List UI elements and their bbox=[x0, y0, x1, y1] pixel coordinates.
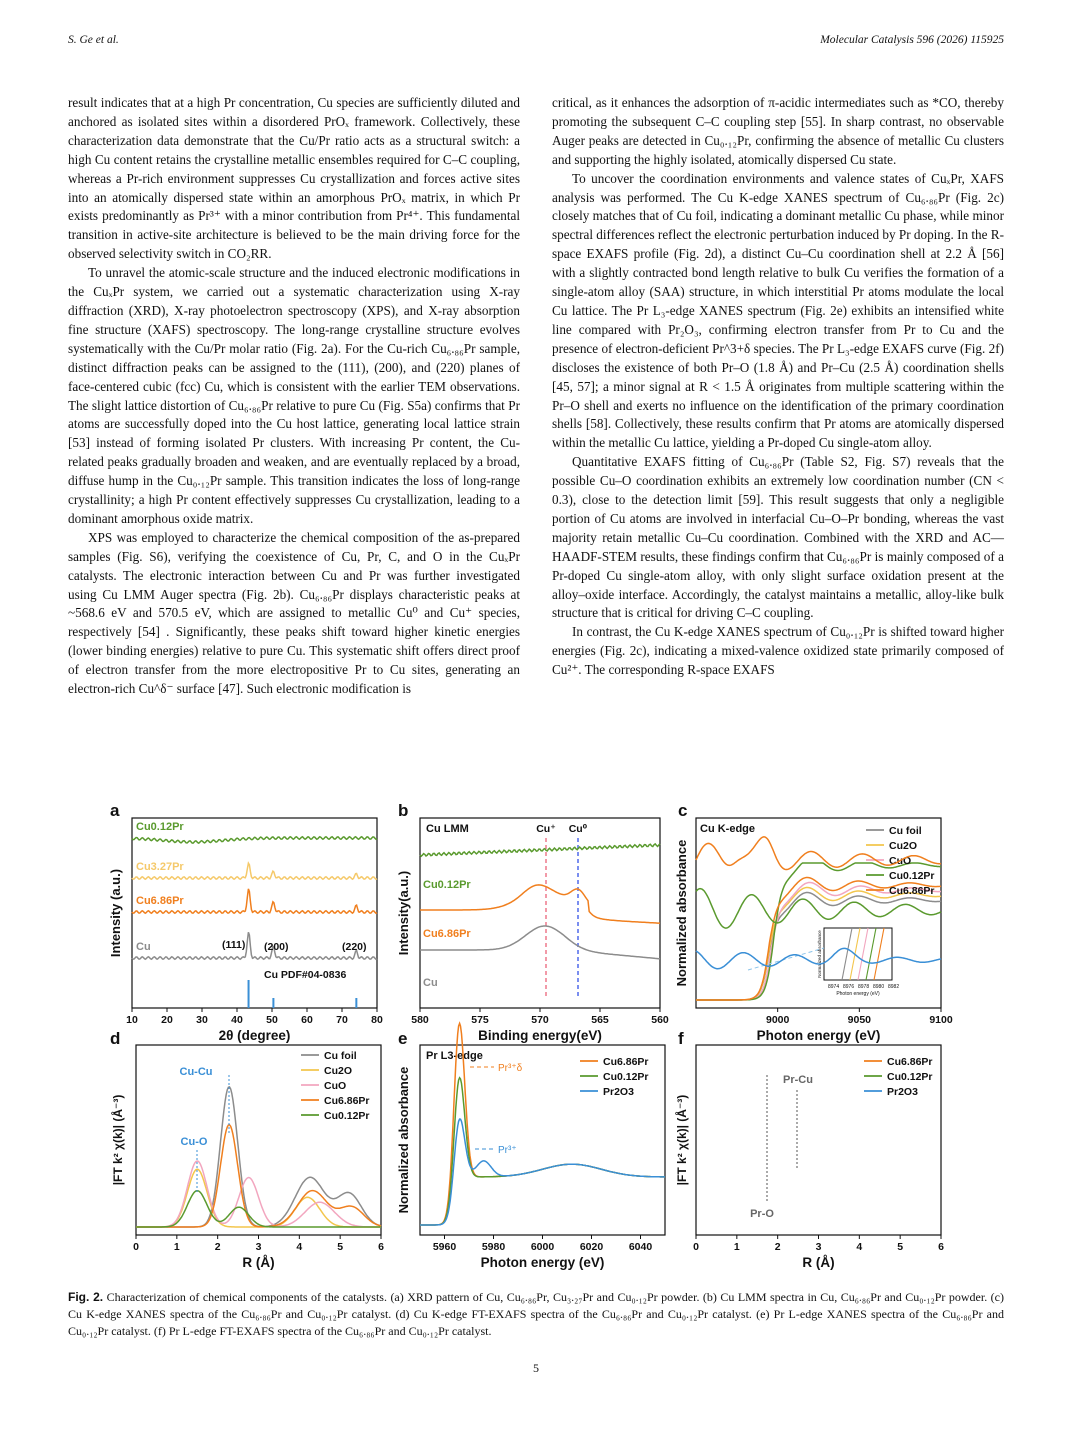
pr-3plus-delta-label: Pr³⁺δ bbox=[498, 1063, 523, 1074]
x-tick-label: 1 bbox=[733, 1241, 740, 1253]
series-Cu6.86Pr-line bbox=[420, 1023, 665, 1225]
x-tick-label: 9100 bbox=[929, 1014, 953, 1026]
x-tick-label: 70 bbox=[336, 1014, 348, 1026]
inset-tick: 8976 bbox=[843, 984, 855, 990]
running-header-authors: S. Ge et al. bbox=[68, 34, 119, 46]
inset-tick: 8974 bbox=[828, 984, 840, 990]
inset-pointer bbox=[748, 948, 824, 970]
x-axis-label: 2θ (degree) bbox=[218, 1028, 291, 1043]
x-axis-label: R (Å) bbox=[802, 1255, 835, 1270]
cu-o-label: Cu-O bbox=[180, 1136, 208, 1148]
x-tick-label: 2 bbox=[774, 1241, 781, 1253]
series-label: Cu6.86Pr bbox=[423, 928, 471, 940]
inset-tick: 8980 bbox=[873, 984, 885, 990]
x-tick-label: 20 bbox=[161, 1014, 173, 1026]
y-axis-label: |FT k² χ(k)| (Å⁻³) bbox=[675, 1094, 689, 1186]
cu-zero-label: Cu⁰ bbox=[568, 823, 588, 835]
x-tick-label: 3 bbox=[815, 1241, 822, 1253]
x-tick-label: 9000 bbox=[765, 1014, 790, 1026]
series-Cu0.12Pr-line bbox=[132, 837, 377, 843]
panel-letter: d bbox=[110, 1029, 121, 1048]
panel-c-title: Cu K-edge bbox=[700, 823, 755, 835]
x-tick-label: 80 bbox=[371, 1014, 383, 1026]
paragraph: critical, as it enhances the adsorption of π-acidic intermediates such as *CO, thereby promoting the subsequent C–C coupling step [55]. In sharp contrast, no observable Auger peaks are detected in Cu₀.₁₂Pr, confirming the absence of metallic Cu clusters and supporting the highly isolated, atomically dispersed Cu state. bbox=[552, 95, 1004, 167]
legend-f-label: Cu6.86Pr bbox=[887, 1056, 933, 1068]
legend-f-label: Cu0.12Pr bbox=[887, 1071, 933, 1083]
x-tick-label: 10 bbox=[126, 1014, 138, 1026]
x-tick-label: 5 bbox=[337, 1241, 344, 1253]
legend-c-label: Cu foil bbox=[889, 825, 922, 837]
x-tick-label: 575 bbox=[471, 1014, 489, 1026]
series-Cu0.12Pr-line bbox=[420, 844, 660, 857]
panel-b-title: Cu LMM bbox=[426, 823, 469, 835]
series-label: Cu bbox=[423, 977, 438, 989]
cu-cu-label: Cu-Cu bbox=[179, 1066, 213, 1078]
paragraph: Quantitative EXAFS fitting of Cu₆.₈₆Pr (Table S2, Fig. S7) reveals that the possible Cu–O coordination exhibits an extremely low coordination number (CN < 0.3), close to the detection limit [59]. This result suggests that only a negligible portion of Cu atoms are involved in interfacial Cu–O–Pr bonding, whereas the vast majority retain metallic Cu–Cu coordination. Combined with the XRD and AC—HAADF-STEM results, these findings confirm that Cu₆.₈₆Pr is mainly composed of a Pr-doped Cu single-atom alloy, with only slight surface oxidation present at the alloy–oxide interface. Accordingly, the catalyst maintains a metallic, alloy-like bulk structure that is critical for driving C–C coupling. bbox=[552, 454, 1004, 621]
x-tick-label: 2 bbox=[214, 1241, 221, 1253]
page-number: 5 bbox=[533, 1361, 539, 1375]
legend-d-label: CuO bbox=[324, 1080, 347, 1092]
inset-tick: 8978 bbox=[858, 984, 870, 990]
peak-label-111: (111) bbox=[222, 939, 246, 951]
figure-2 bbox=[102, 800, 972, 1280]
legend-c-label: Cu2O bbox=[889, 840, 918, 852]
x-tick-label: 4 bbox=[296, 1241, 303, 1253]
paragraph: result indicates that at a high Pr concentration, Cu species are sufficiently diluted and anchored as isolated sites within a disordered PrOₓ framework. Collectively, these characterization data demonstrate that the Cu/Pr ratio acts as a structural switch: a high Cu content retains the crystalline metallic ensembles required for C–C coupling, whereas a Pr-rich environment suppresses Cu crystallization and forces active sites into an atomically dispersed state within an amorphous PrOₓ matrix, in which Pr exists predominantly as Pr³⁺ with a minor contribution from Pr⁴⁺. This fundamental transition in active-site architecture is believed to be the main driving force for the observed selectivity switch in CO₂RR. bbox=[68, 95, 520, 262]
cu-plus-label: Cu⁺ bbox=[536, 823, 556, 835]
y-axis-label: Intensity(a.u.) bbox=[396, 870, 411, 956]
running-header-journal: Molecular Catalysis 596 (2026) 115925 bbox=[820, 34, 1004, 46]
x-axis-label: Photon energy (eV) bbox=[756, 1028, 881, 1043]
inset-x-label: Photon energy (eV) bbox=[836, 991, 880, 997]
y-axis-label: Normalized absorbance bbox=[674, 839, 689, 987]
panel-letter: a bbox=[110, 801, 120, 820]
panel-letter: f bbox=[678, 1029, 684, 1048]
legend-d-label: Cu foil bbox=[324, 1050, 357, 1062]
peak-label-200: (200) bbox=[264, 941, 289, 953]
panel-e-title: Pr L3-edge bbox=[426, 1050, 483, 1062]
panel-letter: e bbox=[398, 1029, 408, 1048]
pr-3plus-label: Pr³⁺ bbox=[498, 1145, 517, 1156]
x-axis-label: R (Å) bbox=[242, 1255, 275, 1270]
x-tick-label: 3 bbox=[255, 1241, 262, 1253]
legend-c-label: Cu0.12Pr bbox=[889, 870, 935, 882]
legend-c-label: CuO bbox=[889, 855, 912, 867]
caption-label: Fig. 2. bbox=[68, 1290, 104, 1304]
series-Cu-label: Cu bbox=[136, 941, 151, 953]
x-tick-label: 560 bbox=[651, 1014, 669, 1026]
caption-text: Characterization of chemical components of the catalysts. (a) XRD pattern of Cu, Cu₆.₈₆Pr, Cu₃.₂₇Pr and Cu₀.₁₂Pr powder. (b) Cu LMM spectra in Cu, Cu₆.₈₆Pr and Cu₀.₁₂Pr powder. (c) Cu K-edge XANES spectra of the Cu₆.₈₆Pr and Cu₀.₁₂Pr catalyst. (d) Cu K-edge FT-EXAFS spectra of the Cu₆.₈₆Pr and Cu₀.₁₂Pr catalyst. (e) Pr L-edge XANES spectra of the Cu₆.₈₆Pr and Cu₀.₁₂Pr catalyst. (f) Pr L-edge FT-EXAFS spectra of the Cu₆.₈₆Pr and Cu₀.₁₂Pr catalyst. bbox=[68, 1290, 1004, 1338]
reference-label: Cu PDF#04-0836 bbox=[264, 969, 347, 981]
series-Cu-line bbox=[132, 932, 377, 959]
x-tick-label: 6 bbox=[378, 1241, 384, 1253]
x-axis-label: Photon energy (eV) bbox=[480, 1255, 605, 1270]
legend-d-label: Cu0.12Pr bbox=[324, 1110, 370, 1122]
series-Cu6.86Pr-line bbox=[136, 1125, 381, 1227]
y-axis-label: Intensity (a.u.) bbox=[108, 868, 123, 958]
panel-letter: c bbox=[678, 801, 688, 820]
legend-d-label: Cu6.86Pr bbox=[324, 1095, 370, 1107]
x-tick-label: 1 bbox=[173, 1241, 180, 1253]
x-tick-label: 6 bbox=[938, 1241, 944, 1253]
y-axis-label: |FT k² χ(k)| (Å⁻³) bbox=[111, 1094, 125, 1186]
x-tick-label: 6020 bbox=[579, 1241, 604, 1253]
left-column bbox=[68, 94, 520, 699]
x-axis-label: Binding energy(eV) bbox=[478, 1028, 602, 1043]
x-tick-label: 0 bbox=[133, 1241, 139, 1253]
panel-letter: b bbox=[398, 801, 409, 820]
legend-e-label: Pr2O3 bbox=[603, 1086, 634, 1098]
x-tick-label: 4 bbox=[856, 1241, 863, 1253]
peak-label-220: (220) bbox=[342, 941, 367, 953]
right-column bbox=[552, 94, 1004, 680]
x-tick-label: 50 bbox=[266, 1014, 278, 1026]
legend-f-label: Pr2O3 bbox=[887, 1086, 918, 1098]
x-tick-label: 565 bbox=[591, 1014, 609, 1026]
paragraph: To uncover the coordination environments and valence states of CuₓPr, XAFS analysis was performed. The Cu K-edge XANES spectrum of Cu₆.₈₆Pr (Fig. 2c) closely matches that of Cu foil, indicating a dominant metallic Cu phase, while minor spectral differences reflect the electronic perturbation induced by Pr doping. In the R-space EXAFS profile (Fig. 2d), a distinct Cu–Cu coordination shell at 2.2 Å [56] with a slightly contracted bond length relative to bulk Cu verifies the formation of a single-atom alloy (SAA) structure, in which interstitial Pr atoms modulate the local Cu lattice. The Pr L₃-edge XANES spectrum (Fig. 2e) exhibits an intensified white line compared with Pr₂O₃, confirming electron transfer from Pr to Cu and the presence of electron-deficient Pr^3+δ species. The Pr L₃-edge EXAFS curve (Fig. 2f) discloses the existence of both Pr–O (1.8 Å) and Pr–Cu (2.5 Å) coordination shells [45, 57]; a minor signal at R < 1.5 Å originates from multiple scattering within the Pr–O shell and exerts no influence on the identification of the primary coordination shells [58]. Collectively, these results confirm that Pr atoms are atomically dispersed within the metallic Cu lattice, yielding a Pr-doped Cu single-atom alloy. bbox=[552, 170, 1004, 451]
x-tick-label: 5 bbox=[897, 1241, 904, 1253]
pr-cu-label: Pr-Cu bbox=[783, 1074, 813, 1086]
x-tick-label: 60 bbox=[301, 1014, 313, 1026]
figure-2-panels bbox=[102, 800, 972, 1280]
y-axis-label: Normalized absorbance bbox=[396, 1066, 411, 1214]
x-tick-label: 9050 bbox=[847, 1014, 872, 1026]
x-tick-label: 580 bbox=[411, 1014, 429, 1026]
x-tick-label: 0 bbox=[693, 1241, 699, 1253]
series-Cu0.12Pr-label: Cu0.12Pr bbox=[136, 821, 184, 833]
pr-o-label: Pr-O bbox=[750, 1208, 774, 1220]
x-tick-label: 5960 bbox=[432, 1241, 457, 1253]
x-tick-label: 5980 bbox=[481, 1241, 506, 1253]
inset-y-label: Normalized absorbance bbox=[817, 930, 822, 978]
x-tick-label: 6040 bbox=[628, 1241, 653, 1253]
paragraph: To unravel the atomic-scale structure and the induced electronic modifications in the CuₓPr system, we carried out a systematic characterization using X-ray diffraction (XRD), X-ray photoelectron spectroscopy (XPS), and X-ray absorption fine structure (XAFS) spectroscopy. The long-range crystalline structure evolves systematically with the Cu/Pr molar ratio (Fig. 2a). For the Cu-rich Cu₆.₈₆Pr sample, distinct diffraction peaks can be assigned to the (111), (200), and (220) planes of face-centered cubic (fcc) Cu, which is consistent with the earlier TEM observations. The slight lattice distortion of Cu₆.₈₆Pr relative to pure Cu (Fig. S5a) confirms that Pr atoms are successfully doped into the Cu host lattice, generating local lattice strain [53] instead of forming isolated Pr clusters. With increasing Pr content, the Cu-related peaks gradually broaden and weaken, and are eventually replaced by a broad, diffuse hump in the Cu₀.₁₂Pr sample. This transition indicates the loss of long-range crystallinity; a high Pr content effectively suppresses Cu crystallization, leading to a dominant amorphous oxide matrix. bbox=[68, 265, 520, 526]
legend-e-label: Cu6.86Pr bbox=[603, 1056, 649, 1068]
paragraph: XPS was employed to characterize the chemical composition of the as-prepared samples (Fig. S6), verifying the coexistence of Cu, Pr, C, and O in the CuₓPr catalysts. The electronic interaction between Cu and Pr was further investigated using Cu LMM Auger spectra (Fig. 2b). Cu₆.₈₆Pr displays characteristic peaks at ~568.6 eV and 570.5 eV, which are assigned to metallic Cu⁰ and Cu⁺ species, respectively [54] . Significantly, these peaks shift toward higher kinetic energies (lower binding energies) relative to pure Cu. This systematic shift offers direct proof of electron transfer from the more electropositive Pr to Cu sites, generating an electron-rich Cu^δ⁻ surface [47]. Such electronic modification is bbox=[68, 529, 520, 697]
series-Cu0.12Pr-line bbox=[420, 1078, 665, 1225]
series-Cu6.86Pr-label: Cu6.86Pr bbox=[136, 895, 184, 907]
x-tick-label: 30 bbox=[196, 1014, 208, 1026]
inset-tick: 8982 bbox=[888, 984, 900, 990]
legend-e-label: Cu0.12Pr bbox=[603, 1071, 649, 1083]
legend-c-label: Cu6.86Pr bbox=[889, 885, 935, 897]
series-Cu foil-line bbox=[136, 1087, 381, 1227]
x-tick-label: 6000 bbox=[530, 1241, 555, 1253]
figure-caption bbox=[68, 1289, 1004, 1340]
legend-d-label: Cu2O bbox=[324, 1065, 353, 1077]
series-label: Cu0.12Pr bbox=[423, 879, 471, 891]
series-Cu3.27Pr-label: Cu3.27Pr bbox=[136, 861, 184, 873]
x-tick-label: 570 bbox=[531, 1014, 549, 1026]
x-tick-label: 40 bbox=[231, 1014, 243, 1026]
series-Pr2O3-line bbox=[420, 1119, 665, 1225]
paragraph: In contrast, the Cu K-edge XANES spectrum of Cu₀.₁₂Pr is shifted toward higher energies (Fig. 2c), indicating a mixed-valence oxidized state primarily composed of Cu²⁺. The corresponding R-space EXAFS bbox=[552, 624, 1004, 678]
